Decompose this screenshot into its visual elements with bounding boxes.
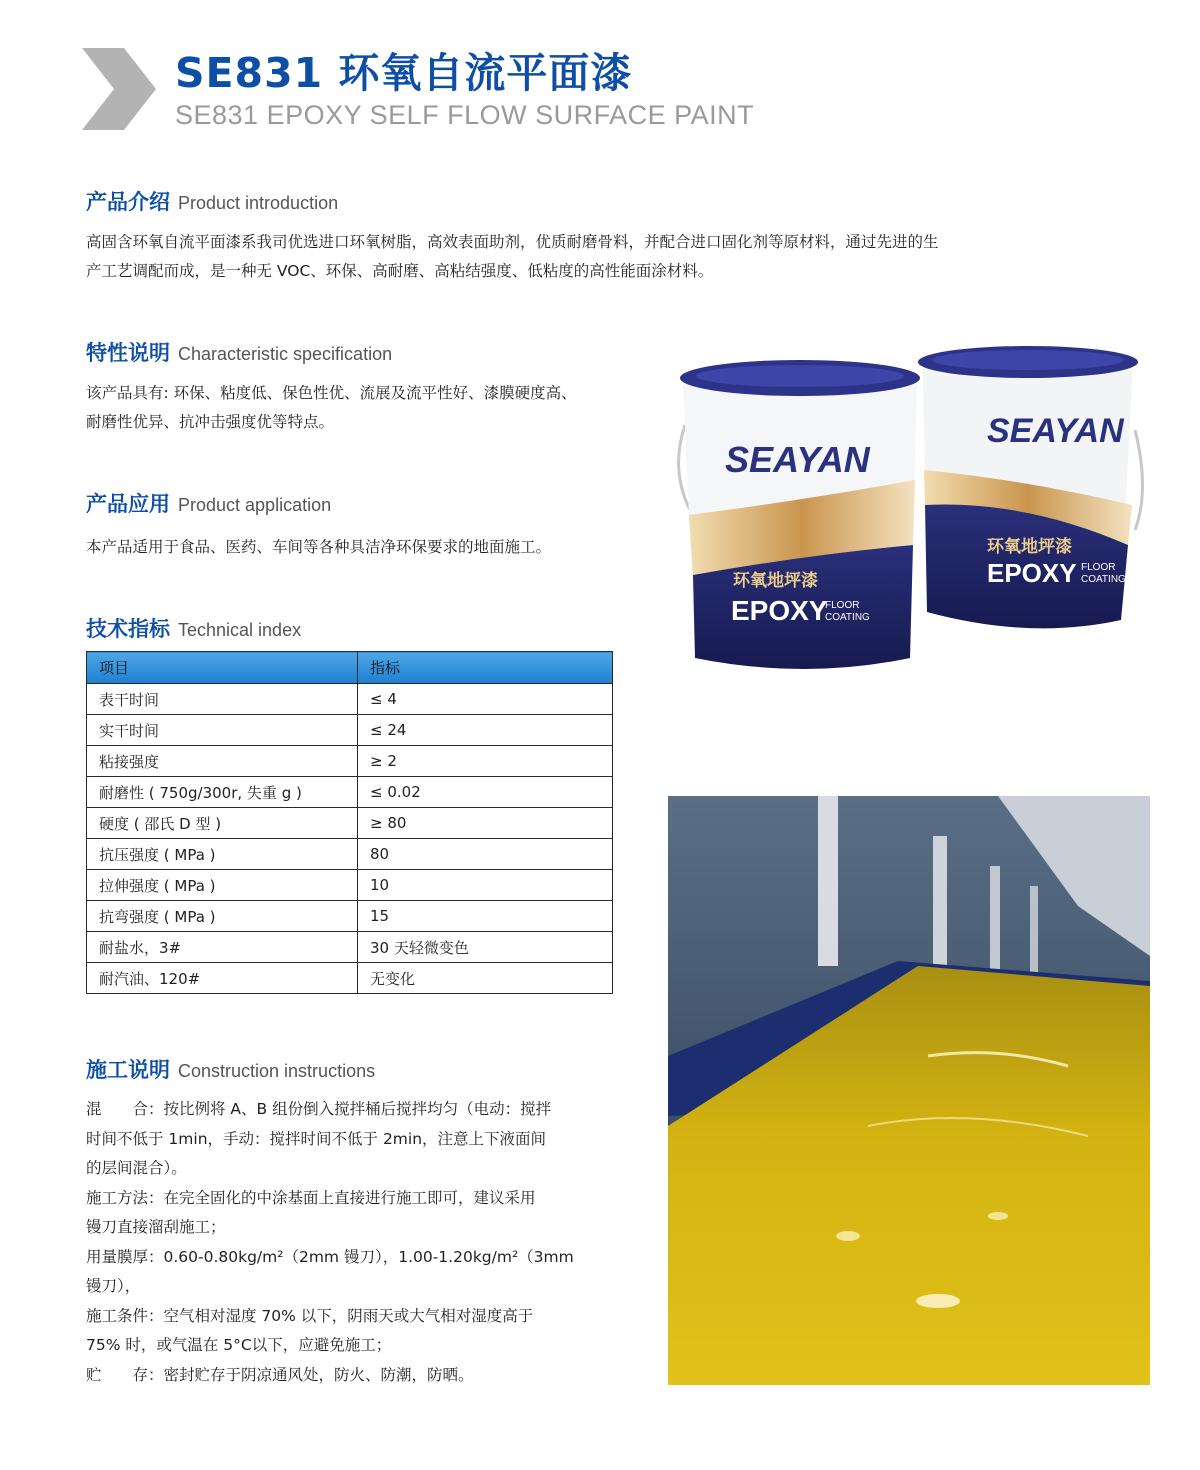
section-title-cn: 产品应用	[86, 492, 170, 516]
brand-logo-text: SEAYAN	[987, 412, 1124, 450]
page-title: SE831 环氧自流平面漆	[175, 49, 633, 97]
instruction-line: 施工方法：在完全固化的中涂基面上直接进行施工即可，建议采用	[86, 1188, 536, 1207]
instruction-line: 时间不低于 1min，手动：搅拌时间不低于 2min，注意上下液面间	[86, 1129, 547, 1148]
paragraph-line: 本产品适用于食品、医药、车间等各种具洁净环保要求的地面施工。	[86, 538, 552, 556]
brand-logo-text: SEAYAN	[725, 439, 870, 480]
bucket-label-cn: 环氧地坪漆	[987, 537, 1072, 557]
bucket-back	[918, 346, 1143, 628]
paragraph-line: 耐磨性优异、抗冲击强度优等特点。	[86, 413, 335, 431]
product-buckets-image	[665, 340, 1155, 680]
section-title-en: Characteristic specification	[178, 344, 393, 364]
table-row	[87, 777, 613, 808]
table-row	[87, 839, 613, 870]
paragraph-line: 高固含环氧自流平面漆系我司优选进口环氧树脂，高效表面助剂，优质耐磨骨料，并配合进口固化剂等原材料，通过先进的生	[86, 233, 939, 251]
cell-value: 无变化	[358, 963, 613, 994]
section-title-en: Technical index	[178, 620, 302, 640]
table-header-row	[87, 652, 613, 684]
bucket-label-en: EPOXY	[987, 558, 1077, 588]
cell-value: 15	[358, 901, 613, 932]
instruction-line: 的层间混合）。	[86, 1159, 187, 1177]
cell-item: 硬度 ( 邵氏 D 型 )	[87, 808, 358, 839]
characteristic-paragraph	[86, 379, 646, 437]
bucket-front	[679, 360, 920, 669]
cell-value: ≤ 0.02	[358, 777, 613, 808]
cell-item: 拉伸强度 ( MPa )	[87, 870, 358, 901]
cell-item: 抗弯强度 ( MPa )	[87, 901, 358, 932]
section-heading-application	[86, 488, 331, 518]
intro-paragraph	[86, 228, 1126, 286]
cell-item: 实干时间	[87, 715, 358, 746]
instruction-line: 75% 时，或气温在 5°C以下，应避免施工；	[86, 1336, 392, 1354]
instruction-line: 混 合：按比例将 A、B 组份倒入搅拌桶后搅拌均匀（电动：搅拌	[86, 1100, 552, 1118]
bucket-label-cn: 环氧地坪漆	[733, 571, 818, 591]
table-row	[87, 901, 613, 932]
table-row	[87, 963, 613, 994]
cell-value: 80	[358, 839, 613, 870]
paragraph-line: 该产品具有: 环保、粘度低、保色性优、流展及流平性好、漆膜硬度高、	[86, 384, 577, 402]
table-row	[87, 808, 613, 839]
section-title-cn: 产品介绍	[86, 190, 170, 214]
section-heading-technical	[86, 613, 301, 643]
cell-value: ≤ 24	[358, 715, 613, 746]
cell-item: 耐磨性 ( 750g/300r, 失重 g )	[87, 777, 358, 808]
cell-item: 表干时间	[87, 684, 358, 715]
section-heading-characteristic	[86, 337, 392, 367]
cell-value: ≤ 4	[358, 684, 613, 715]
table-row	[87, 932, 613, 963]
instruction-line: 用量膜厚：0.60-0.80kg/m²（2mm 镘刀），1.00-1.20kg/m²（3mm	[86, 1247, 574, 1266]
instruction-line: 贮 存：密封贮存于阴凉通风处，防火、防潮，防晒。	[86, 1365, 474, 1384]
instruction-line: 镘刀直接溜刮施工；	[86, 1218, 226, 1236]
column-header-index: 指标	[358, 652, 613, 684]
cell-value: 30 天轻微变色	[358, 932, 613, 963]
instruction-line: 施工条件：空气相对湿度 70% 以下，阴雨天或大气相对湿度高于	[86, 1306, 534, 1325]
cell-item: 耐汽油、120#	[87, 963, 358, 994]
cell-value: 10	[358, 870, 613, 901]
application-paragraph	[86, 533, 646, 562]
section-title-en: Product introduction	[178, 193, 339, 213]
bucket-label-en: EPOXY	[731, 595, 828, 626]
construction-paragraph	[86, 1095, 646, 1390]
header-chevron-icon	[82, 48, 156, 130]
cell-item: 抗压强度 ( MPa )	[87, 839, 358, 870]
section-title-cn: 施工说明	[86, 1058, 170, 1082]
technical-index-table	[86, 651, 613, 994]
section-heading-intro	[86, 186, 338, 216]
section-title-cn: 特性说明	[86, 341, 170, 365]
cell-item: 粘接强度	[87, 746, 358, 777]
bucket-label-sub: FLOOR	[825, 600, 860, 611]
bucket-label-sub: FLOOR	[1081, 562, 1116, 573]
table-row	[87, 684, 613, 715]
paragraph-line: 产工艺调配而成，是一种无 VOC、环保、高耐磨、高粘结强度、低粘度的高性能面涂材料。	[86, 262, 714, 280]
section-title-cn: 技术指标	[86, 617, 170, 641]
page-subtitle: SE831 EPOXY SELF FLOW SURFACE PAINT	[175, 100, 755, 130]
table-row	[87, 870, 613, 901]
section-heading-construction	[86, 1054, 375, 1084]
cell-item: 耐盐水，3#	[87, 932, 358, 963]
cell-value: ≥ 2	[358, 746, 613, 777]
epoxy-floor-photo	[668, 796, 1150, 1385]
bucket-label-sub: COATING	[1081, 574, 1126, 585]
section-title-en: Construction instructions	[178, 1061, 376, 1081]
section-title-en: Product application	[178, 495, 332, 515]
table-row	[87, 746, 613, 777]
bucket-label-sub: COATING	[825, 612, 870, 623]
table-row	[87, 715, 613, 746]
cell-value: ≥ 80	[358, 808, 613, 839]
column-header-item: 项目	[87, 652, 358, 684]
instruction-line: 镘刀），	[86, 1277, 141, 1295]
